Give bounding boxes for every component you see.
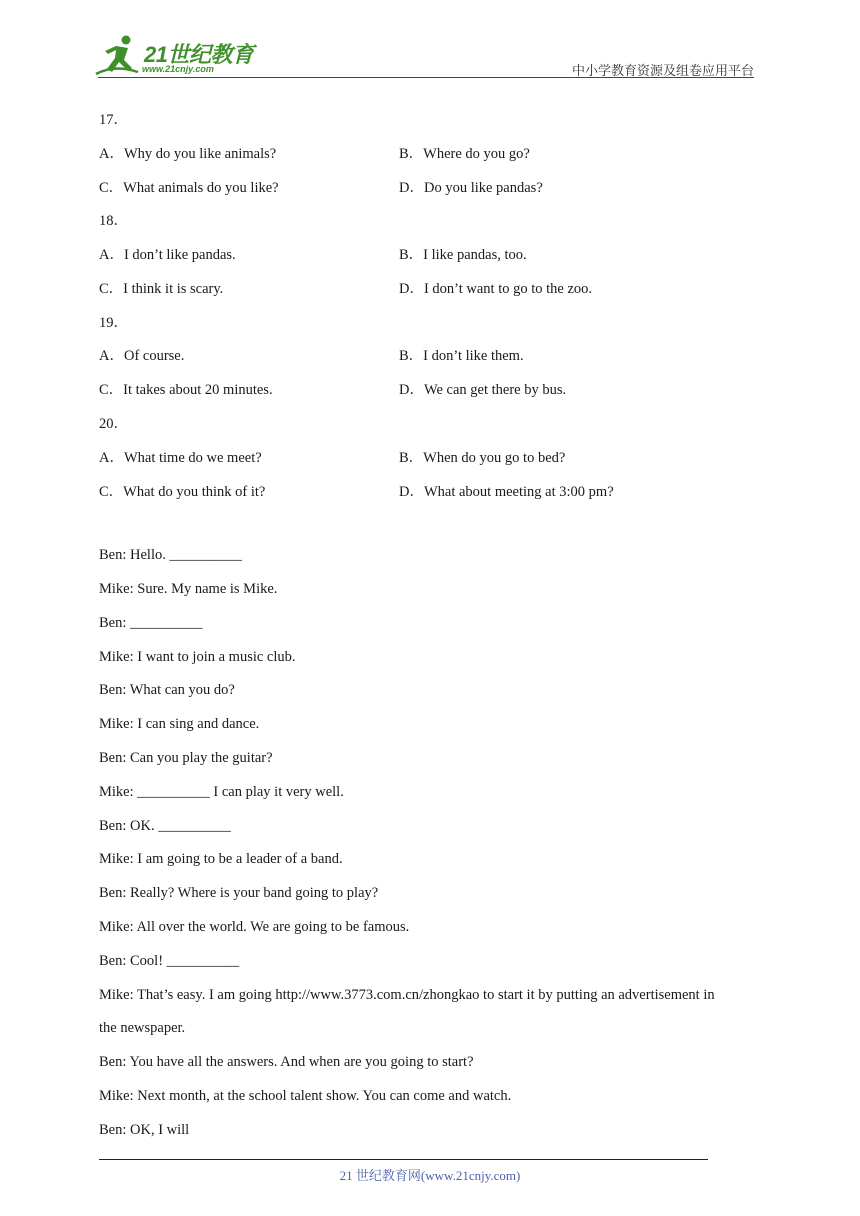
dialogue-line: Mike: That’s easy. I am going http://www.3773.com.cn/zhongkao to start it by putting an advertisement in [99,987,715,1003]
option-b: B．I like pandas, too. [399,247,527,263]
dialogue-line: the newspaper. [99,1020,186,1036]
dialogue-line: Mike: I am going to be a leader of a band. [99,851,343,867]
site-logo [94,34,264,78]
dialogue-line: Ben: What can you do? [99,682,235,698]
dialogue-line: Ben: Hello. __________ [99,547,242,563]
option-d: D．What about meeting at 3:00 pm? [399,484,614,500]
question-number: 20． [99,416,128,432]
dialogue-line: Mike: All over the world. We are going to be famous. [99,919,410,935]
dialogue-line: Mike: I can sing and dance. [99,716,260,732]
option-a: A．What time do we meet? [99,450,262,466]
dialogue-line: Mike: __________ I can play it very well. [99,784,344,800]
dialogue-line: Mike: Next month, at the school talent show. You can come and watch. [99,1088,512,1104]
dialogue-line: Ben: OK. __________ [99,818,231,834]
header-divider [98,77,754,78]
option-b: B．I don’t like them. [399,348,524,364]
option-d: D．We can get there by bus. [399,382,567,398]
dialogue-line: Mike: I want to join a music club. [99,649,296,665]
logo-url: www.21cnjy.com [142,64,214,74]
dialogue-line: Ben: Really? Where is your band going to play? [99,885,379,901]
platform-title: 中小学教育资源及组卷应用平台 [571,64,754,79]
question-number: 19． [99,315,128,331]
question-number: 18． [99,213,128,229]
option-a: A．Of course. [99,348,185,364]
option-c: C．I think it is scary. [99,281,224,297]
option-c: C．What animals do you like? [99,180,279,196]
dialogue-line: Ben: __________ [99,615,203,631]
option-a: A．I don’t like pandas. [99,247,236,263]
page-header [0,0,860,90]
option-d: D．Do you like pandas? [399,180,543,196]
dialogue-line: Ben: You have all the answers. And when are you going to start? [99,1054,474,1070]
dialogue-line: Mike: Sure. My name is Mike. [99,581,278,597]
option-b: B．Where do you go? [399,146,530,162]
footer-text: 21 世纪教育网(www.21cnjy.com) [339,1168,521,1183]
dialogue-line: Ben: Cool! __________ [99,953,240,969]
footer-divider [99,1159,708,1160]
runner-logo-icon [94,34,144,78]
logo-text: 21世纪教育 [144,42,254,67]
dialogue-line: Ben: Can you play the guitar? [99,750,273,766]
option-d: D．I don’t want to go to the zoo. [399,281,593,297]
option-c: C．It takes about 20 minutes. [99,382,273,398]
question-number: 17． [99,112,128,128]
option-b: B．When do you go to bed? [399,450,566,466]
option-c: C．What do you think of it? [99,484,266,500]
option-a: A．Why do you like animals? [99,146,277,162]
dialogue-line: Ben: OK, I will [99,1122,190,1138]
